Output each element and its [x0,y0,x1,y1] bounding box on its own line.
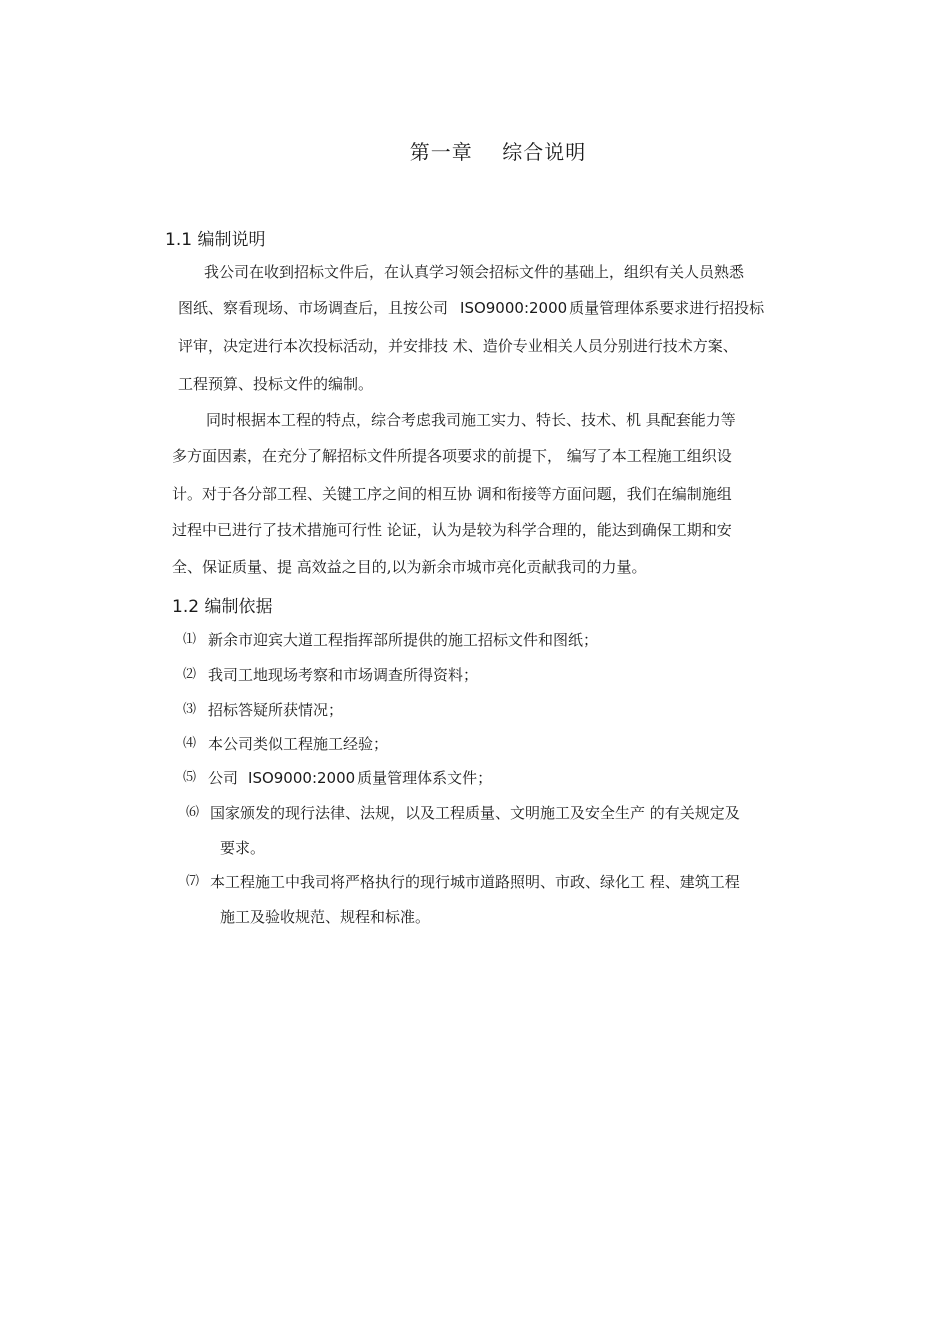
para1-line-2-text-a: 图纸、察看现场、市场调查后，且按公司 [178,299,449,317]
section-heading-1-1: 1.1 编制说明 [165,230,266,250]
list-item-5-iso: ISO9000:2000 [248,769,356,787]
chapter-title: 第一章 综合说明 [409,140,587,164]
list-item-number-3: ⑶ [183,702,197,717]
list-item-5-text-a: 公司 [208,769,239,787]
section-heading-1-2: 1.2 编制依据 [172,597,273,617]
list-item-text-4: 本公司类似工程施工经验； [208,735,389,753]
list-item-text-2: 我司工地现场考察和市场调查所得资料； [208,666,479,684]
list-item-text-1: 新余市迎宾大道工程指挥部所提供的施工招标文件和图纸； [208,631,599,649]
para2-line-5: 全、保证质量、提 高效益之目的,以为新余市城市亮化贡献我司的力量。 [172,558,647,576]
list-item-text-6-cont: 要求。 [220,839,266,857]
list-item-number-5: ⑸ [183,770,197,785]
list-item-number-2: ⑵ [183,667,197,682]
para1-line-2-text-b: 质量管理体系要求进行招投标 [569,299,765,317]
para1-line-2 [178,298,764,318]
list-item-text-5 [208,768,492,788]
list-item-number-6: ⑹ [186,805,200,820]
list-item-number-7: ⑺ [186,874,200,889]
list-item-text-7: 本工程施工中我司将严格执行的现行城市道路照明、市政、绿化工 程、建筑工程 [210,873,740,891]
list-item-number-4: ⑷ [183,736,197,751]
para2-line-1: 同时根据本工程的特点，综合考虑我司施工实力、特长、技术、机 具配套能力等 [206,411,736,429]
para1-line-3: 评审，决定进行本次投标活动，并安排技 术、造价专业相关人员分别进行技术方案、 [178,337,738,355]
para2-line-3: 计。对于各分部工程、关键工序之间的相互协 调和衔接等方面问题，我们在编制施组 [172,485,732,503]
list-item-text-3: 招标答疑所获情况； [208,701,344,719]
list-item-5-text-c: 质量管理体系文件； [357,769,493,787]
list-item-number-1: ⑴ [183,632,197,647]
list-item-text-6: 国家颁发的现行法律、法规，以及工程质量、文明施工及安全生产 的有关规定及 [210,804,740,822]
para1-line-4: 工程预算、投标文件的编制。 [178,375,374,393]
list-item-text-7-cont: 施工及验收规范、规程和标准。 [220,908,431,926]
para1-line-2-iso: ISO9000:2000 [460,299,568,317]
para2-line-2: 多方面因素，在充分了解招标文件所提各项要求的前提下， 编写了本工程施工组织设 [172,447,732,465]
para2-line-4: 过程中已进行了技术措施可行性 论证，认为是较为科学合理的，能达到确保工期和安 [172,521,732,539]
para1-line-1: 我公司在收到招标文件后，在认真学习领会招标文件的基础上，组织有关人员熟悉 [204,263,745,281]
